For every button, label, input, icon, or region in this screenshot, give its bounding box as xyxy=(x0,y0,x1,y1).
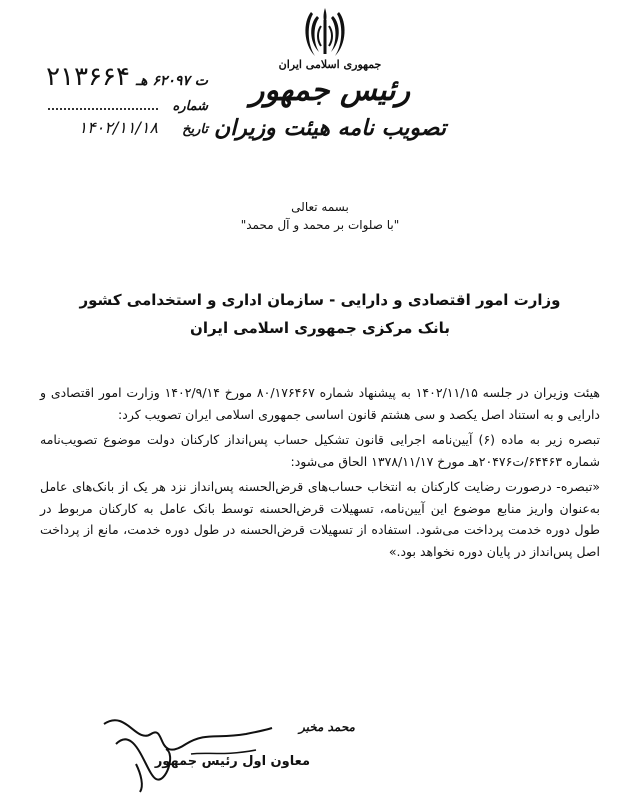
decree-title: تصویب نامه هیئت وزیران xyxy=(214,115,446,141)
recipients-line2: بانک مرکزی جمهوری اسلامی ایران xyxy=(190,319,450,337)
reference-row xyxy=(8,62,208,92)
iran-emblem-icon xyxy=(303,6,347,58)
date-label: تاریخ xyxy=(182,122,208,137)
number-label: شماره xyxy=(172,99,208,114)
date-row xyxy=(8,118,208,137)
number-blank xyxy=(48,96,158,110)
handwritten-signature-icon xyxy=(96,704,276,794)
body-paragraph-2: تبصره زیر به ماده (۶) آیین‌نامه اجرایی قانون تشکیل حساب پس‌انداز کارکنان دولت موضوع تصویب‌نامه شماره ۶۴۴۶۳/ت۲۰۴۷۶هـ مورخ ۱۳۷۸/۱۱/۱۷ الحاق می‌شود: xyxy=(40,432,600,469)
government-line: جمهوری اسلامی ایران xyxy=(278,58,382,71)
president-title: رئیس جمهور xyxy=(249,73,411,108)
recipients-line1: وزارت امور اقتصادی و دارایی - سازمان اداری و استخدامی کشور xyxy=(79,291,561,309)
signatory-title: معاون اول رئیس جمهور xyxy=(154,754,310,769)
body-paragraph-1: هیئت وزیران در جلسه ۱۴۰۲/۱۱/۱۵ به پیشنهاد شماره ۸۰/۱۷۶۴۶۷ مورخ ۱۴۰۲/۹/۱۴ وزارت امور اقتصادی و دارایی و به استناد اصل یکصد و سی هشتم قانون اساسی جمهوری اسلامی ایران تصویب کرد: xyxy=(40,385,600,422)
letterhead xyxy=(200,58,460,143)
recipients xyxy=(60,286,580,342)
decree-body xyxy=(40,382,600,562)
invocation xyxy=(150,198,490,234)
reference-code: ت ۶۲۰۹۷ هـ xyxy=(135,73,208,89)
signatory-name: محمد مخبر xyxy=(298,720,355,734)
date-value: ۱۴۰۲/۱۱/۱۸ xyxy=(78,118,158,137)
invocation-line1: بسمه تعالی xyxy=(291,200,349,214)
document-meta xyxy=(8,62,208,137)
reference-number: ۲۱۳۶۶۴ xyxy=(46,62,130,92)
body-paragraph-3: «تبصره- درصورت رضایت کارکنان به انتخاب حساب‌های قرض‌الحسنه پس‌انداز نزد هر یک از بانک‌های عامل به‌عنوان واریز منابع موضوع این آیین‌نامه، تسهیلات قرض‌الحسنه توسط بانک عامل به کارکنان مربوط در طول دوره خدمت پرداخت می‌شود. استفاده از تسهیلات قرض‌الحسنه در طول دوره خدمت، مانع از پرداخت اصل پس‌انداز در پایان دوره نخواهد بود.» xyxy=(40,479,600,559)
invocation-line2: "با صلوات بر محمد و آل محمد" xyxy=(240,218,400,232)
number-row xyxy=(8,96,208,114)
